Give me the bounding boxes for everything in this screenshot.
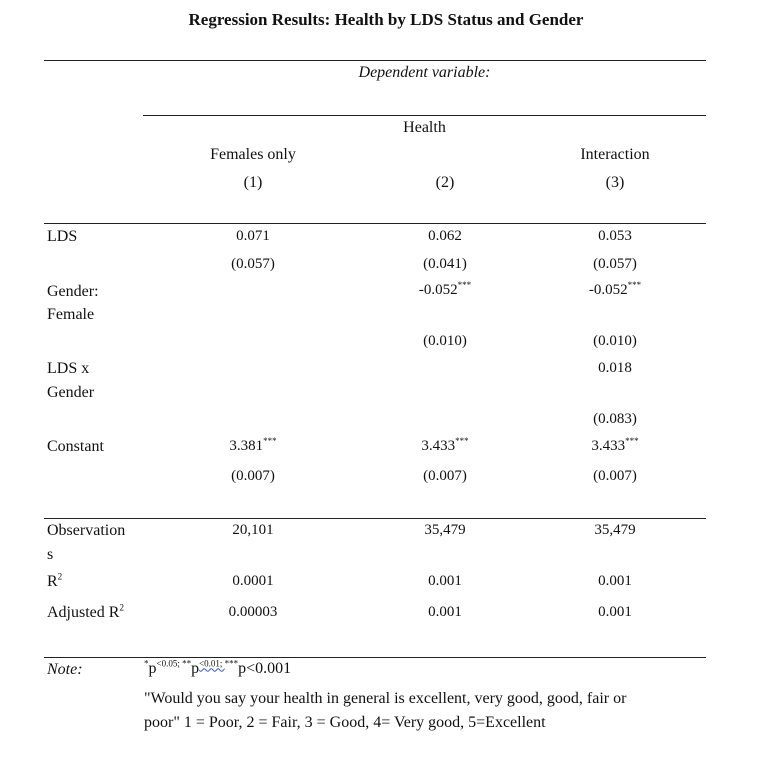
row-label-observations-line2: s	[47, 546, 54, 563]
gender-se-3: (0.010)	[593, 333, 637, 349]
lds-se-1: (0.057)	[231, 256, 275, 272]
column-3-name: Interaction	[580, 146, 650, 163]
row-label-gender-line1: Gender:	[47, 283, 99, 300]
constant-se-2: (0.007)	[423, 468, 467, 484]
constant-stars-3: ***	[625, 436, 639, 446]
column-1-name: Females only	[210, 146, 296, 163]
dependent-variable-label: Dependent variable:	[358, 64, 491, 81]
adjusted-r2-1: 0.00003	[228, 604, 278, 620]
row-label-interaction-line1: LDS x	[47, 360, 90, 377]
constant-stars-2: ***	[455, 436, 469, 446]
row-label-gender-line2: Female	[47, 306, 95, 323]
header-rule	[44, 223, 706, 224]
observations-1: 20,101	[232, 522, 274, 538]
adjusted-r2-3: 0.001	[598, 604, 632, 620]
lds-coef-3: 0.053	[598, 228, 632, 244]
constant-stars-1: ***	[263, 436, 277, 446]
row-label-r2: $R^2$	[47, 571, 63, 590]
gender-coef-3: -0.052***	[588, 280, 642, 298]
lds-se-3: (0.057)	[593, 256, 637, 272]
table-title: Regression Results: Health by LDS Status and Gender	[188, 10, 584, 29]
gender-se-2: (0.010)	[423, 333, 467, 349]
constant-se-3: (0.007)	[593, 468, 637, 484]
note-line-2: "Would you say your health in general is excellent, very good, good, fair or	[144, 690, 627, 707]
constant-coef-3: 3.433***	[591, 436, 639, 454]
note-line-3: poor" 1 = Poor, 2 = Fair, 3 = Good, 4= Very good, 5=Excellent	[144, 714, 546, 731]
top-rule	[44, 60, 706, 61]
stats-rule	[44, 518, 706, 519]
note-significance: *p$^{<0.05;}$ **p$^{<0.01;}$ ***p<0.001	[144, 658, 292, 677]
lds-coef-1: 0.071	[236, 228, 270, 244]
interaction-coef-3: 0.018	[598, 360, 632, 376]
column-2-number: (2)	[435, 174, 455, 191]
lds-coef-2: 0.062	[428, 228, 462, 244]
row-label-observations-line1: Observation	[47, 522, 126, 539]
gender-stars-3: ***	[627, 280, 642, 290]
row-label-interaction-line2: Gender	[47, 384, 95, 401]
column-1-number: (1)	[243, 174, 263, 191]
row-label-adjusted-r2: Adjusted $R^2$	[47, 602, 124, 621]
column-3-number: (3)	[605, 174, 625, 191]
constant-se-1: (0.007)	[231, 468, 275, 484]
lds-se-2: (0.041)	[423, 256, 467, 272]
constant-coef-1: 3.381***	[229, 436, 277, 454]
observations-2: 35,479	[424, 522, 466, 538]
gender-stars-2: ***	[457, 280, 472, 290]
note-label: Note:	[47, 661, 83, 678]
r2-1: 0.0001	[232, 573, 274, 589]
row-label-lds: LDS	[47, 228, 78, 245]
dependent-variable-name: Health	[403, 119, 446, 136]
dependent-variable-rule	[143, 115, 706, 116]
constant-coef-2: 3.433***	[421, 436, 469, 454]
r2-2: 0.001	[428, 573, 462, 589]
row-label-constant: Constant	[47, 438, 104, 455]
adjusted-r2-2: 0.001	[428, 604, 462, 620]
observations-3: 35,479	[594, 522, 636, 538]
r2-3: 0.001	[598, 573, 632, 589]
gender-coef-2: -0.052***	[418, 280, 472, 298]
interaction-se-3: (0.083)	[593, 411, 637, 427]
